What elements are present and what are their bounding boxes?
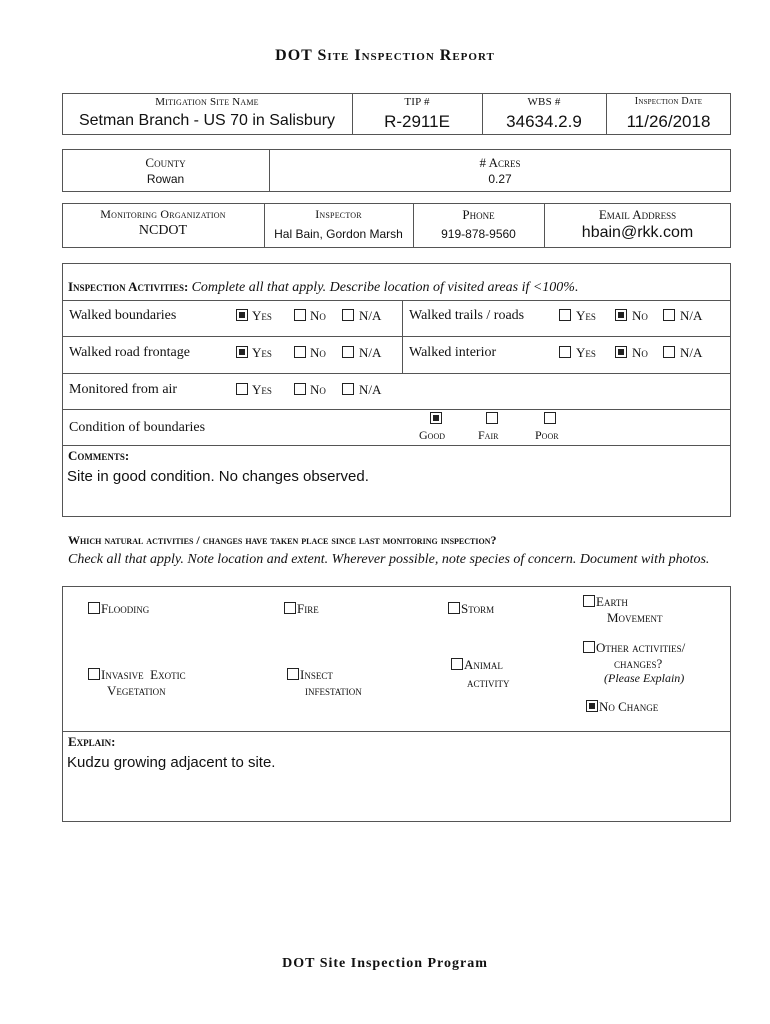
org-value[interactable]: NCDOT xyxy=(138,223,188,238)
na-label: N/A xyxy=(359,308,382,323)
animal-activity-checkbox[interactable] xyxy=(451,658,463,670)
walked-road-frontage-label: Walked road frontage xyxy=(69,345,190,360)
condition-label: Condition of boundaries xyxy=(69,420,206,435)
monitored-air-na-checkbox[interactable] xyxy=(342,383,354,395)
fair-label: Fair xyxy=(478,428,499,442)
tip-label: TIP # xyxy=(404,96,430,108)
activity-label: activity xyxy=(467,675,510,690)
walked-interior-na-checkbox[interactable] xyxy=(663,346,675,358)
storm-label: Storm xyxy=(461,601,495,616)
road-frontage-na-checkbox[interactable] xyxy=(342,346,354,358)
storm-checkbox[interactable] xyxy=(448,602,460,614)
no-change-label: No Change xyxy=(599,699,659,714)
org-label: Monitoring Organization xyxy=(100,207,226,221)
monitored-air-yes-checkbox[interactable] xyxy=(236,383,248,395)
yes-label: Yes xyxy=(576,308,596,323)
walked-boundaries-label: Walked boundaries xyxy=(69,308,177,323)
good-label: Good xyxy=(419,428,445,442)
no-label: No xyxy=(632,308,648,323)
invasive-exotic-checkbox[interactable] xyxy=(88,668,100,680)
inspector-value[interactable]: Hal Bain, Gordon Marsh xyxy=(274,227,403,241)
insect-infestation-checkbox[interactable] xyxy=(287,668,299,680)
county-value[interactable]: Rowan xyxy=(146,172,185,186)
comments-label: Comments: xyxy=(68,448,130,463)
condition-good-checkbox[interactable] xyxy=(430,412,442,424)
invasive-exotic-label: Invasive Exotic xyxy=(101,667,186,682)
walked-trails-na-checkbox[interactable] xyxy=(663,309,675,321)
site-name-value[interactable]: Setman Branch - US 70 in Salisbury xyxy=(78,112,336,129)
other-activities-label: Other activities/ xyxy=(596,640,686,655)
fire-checkbox[interactable] xyxy=(284,602,296,614)
inspector-label: Inspector xyxy=(315,207,362,221)
walked-boundaries-no-checkbox[interactable] xyxy=(294,309,306,321)
na-label: N/A xyxy=(359,345,382,360)
condition-fair-checkbox[interactable] xyxy=(486,412,498,424)
walked-interior-label: Walked interior xyxy=(409,345,497,360)
activities-instructions: Complete all that apply. Describe location of visited areas if <100%. xyxy=(191,280,579,295)
yes-label: Yes xyxy=(576,345,596,360)
comments-value[interactable]: Site in good condition. No changes observed. xyxy=(67,468,369,485)
walked-interior-yes-checkbox[interactable] xyxy=(559,346,571,358)
yes-label: Yes xyxy=(252,345,272,360)
monitored-air-label: Monitored from air xyxy=(69,382,178,397)
footer-text: DOT Site Inspection Program xyxy=(282,956,488,971)
yes-label: Yes xyxy=(252,382,272,397)
inspection-date-label: Inspection Date xyxy=(634,96,703,107)
yes-label: Yes xyxy=(252,308,272,323)
no-change-checkbox[interactable] xyxy=(586,700,598,712)
inspection-date-value[interactable]: 11/26/2018 xyxy=(626,112,711,131)
no-label: No xyxy=(310,308,326,323)
county-label: County xyxy=(145,155,186,170)
wbs-value[interactable]: 34634.2.9 xyxy=(506,112,582,131)
condition-poor-checkbox[interactable] xyxy=(544,412,556,424)
earth-movement-checkbox[interactable] xyxy=(583,595,595,607)
movement-label: Movement xyxy=(607,610,663,625)
insect-label: Insect xyxy=(300,667,333,682)
road-frontage-yes-checkbox[interactable] xyxy=(236,346,248,358)
road-frontage-no-checkbox[interactable] xyxy=(294,346,306,358)
earth-label: Earth xyxy=(596,594,628,609)
natural-activities-instructions: Check all that apply. Note location and extent. Wherever possible, note species of concern. Document with photos. xyxy=(68,552,710,567)
walked-trails-yes-checkbox[interactable] xyxy=(559,309,571,321)
walked-boundaries-na-checkbox[interactable] xyxy=(342,309,354,321)
flooding-label: Flooding xyxy=(101,601,150,616)
no-label: No xyxy=(310,345,326,360)
acres-label: # Acres xyxy=(479,155,521,170)
infestation-label: infestation xyxy=(305,683,362,698)
monitored-air-no-checkbox[interactable] xyxy=(294,383,306,395)
na-label: N/A xyxy=(359,382,382,397)
activities-header xyxy=(68,279,578,296)
walked-interior-no-checkbox[interactable] xyxy=(615,346,627,358)
page-title: DOT Site Inspection Report xyxy=(275,47,495,64)
natural-activities-heading: Which natural activities / changes have taken place since last monitoring inspection? xyxy=(68,533,497,547)
walked-boundaries-yes-checkbox[interactable] xyxy=(236,309,248,321)
phone-label: Phone xyxy=(462,207,495,222)
acres-value[interactable]: 0.27 xyxy=(488,172,512,186)
no-label: No xyxy=(632,345,648,360)
walked-trails-label: Walked trails / roads xyxy=(409,308,525,323)
activities-heading: Inspection Activities: xyxy=(68,279,189,294)
vegetation-label: Vegetation xyxy=(107,683,166,698)
explain-label: Explain: xyxy=(68,734,116,749)
na-label: N/A xyxy=(680,345,703,360)
email-value[interactable]: hbain@rkk.com xyxy=(581,224,694,241)
flooding-checkbox[interactable] xyxy=(88,602,100,614)
email-label: Email Address xyxy=(598,207,677,222)
other-activities-checkbox[interactable] xyxy=(583,641,595,653)
changes-label: changes? xyxy=(614,656,663,671)
wbs-label: WBS # xyxy=(527,96,561,108)
please-explain-label: (Please Explain) xyxy=(604,671,685,685)
tip-value[interactable]: R-2911E xyxy=(384,112,450,131)
na-label: N/A xyxy=(680,308,703,323)
site-name-label: Mitigation Site Name xyxy=(155,96,259,108)
phone-value[interactable]: 919-878-9560 xyxy=(441,227,516,241)
explain-value[interactable]: Kudzu growing adjacent to site. xyxy=(67,754,276,771)
no-label: No xyxy=(310,382,326,397)
animal-label: Animal xyxy=(464,657,503,672)
fire-label: Fire xyxy=(297,601,319,616)
poor-label: Poor xyxy=(535,428,559,442)
walked-trails-no-checkbox[interactable] xyxy=(615,309,627,321)
